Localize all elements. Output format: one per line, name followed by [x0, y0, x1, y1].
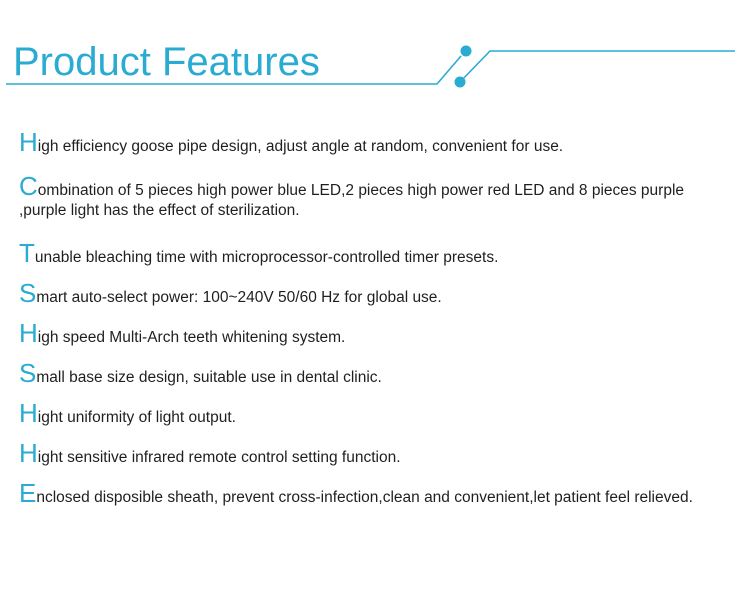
feature-initial: H — [19, 438, 38, 468]
feature-text: ight sensitive infrared remote control setting function. — [37, 449, 401, 466]
feature-item — [19, 238, 709, 268]
feature-initial: S — [19, 358, 37, 388]
feature-item — [19, 358, 709, 388]
feature-initial: E — [19, 478, 37, 508]
feature-text: igh efficiency goose pipe design, adjust angle at random, convenient for use. — [37, 138, 564, 155]
feature-text: igh speed Multi-Arch teeth whitening system. — [37, 329, 346, 346]
feature-item — [19, 318, 709, 348]
feature-item — [19, 278, 709, 308]
feature-initial: H — [19, 127, 38, 157]
feature-text: unable bleaching time with microprocessor-controlled timer presets. — [34, 249, 499, 266]
feature-text: ight uniformity of light output. — [37, 409, 236, 426]
feature-item — [19, 398, 709, 428]
feature-text: ombination of 5 pieces high power blue LED,2 pieces high power red LED and 8 pieces purple ,purple light has the effect of sterilization. — [19, 182, 685, 219]
feature-initial: H — [19, 318, 38, 348]
feature-text: nclosed disposible sheath, prevent cross-infection,clean and convenient,let patient feel relieved. — [36, 489, 693, 506]
feature-item — [19, 438, 709, 468]
feature-item — [19, 478, 709, 508]
feature-initial: C — [19, 171, 38, 201]
feature-item — [19, 171, 709, 221]
feature-initial: H — [19, 398, 38, 428]
page-title: Product Features — [13, 40, 320, 84]
page-header — [0, 0, 745, 100]
feature-item — [19, 127, 709, 157]
circuit-line-decoration — [0, 0, 745, 100]
feature-initial: T — [19, 238, 35, 268]
feature-text: mart auto-select power: 100~240V 50/60 Hz for global use. — [36, 289, 442, 306]
feature-text: mall base size design, suitable use in dental clinic. — [36, 369, 382, 386]
feature-initial: S — [19, 278, 37, 308]
